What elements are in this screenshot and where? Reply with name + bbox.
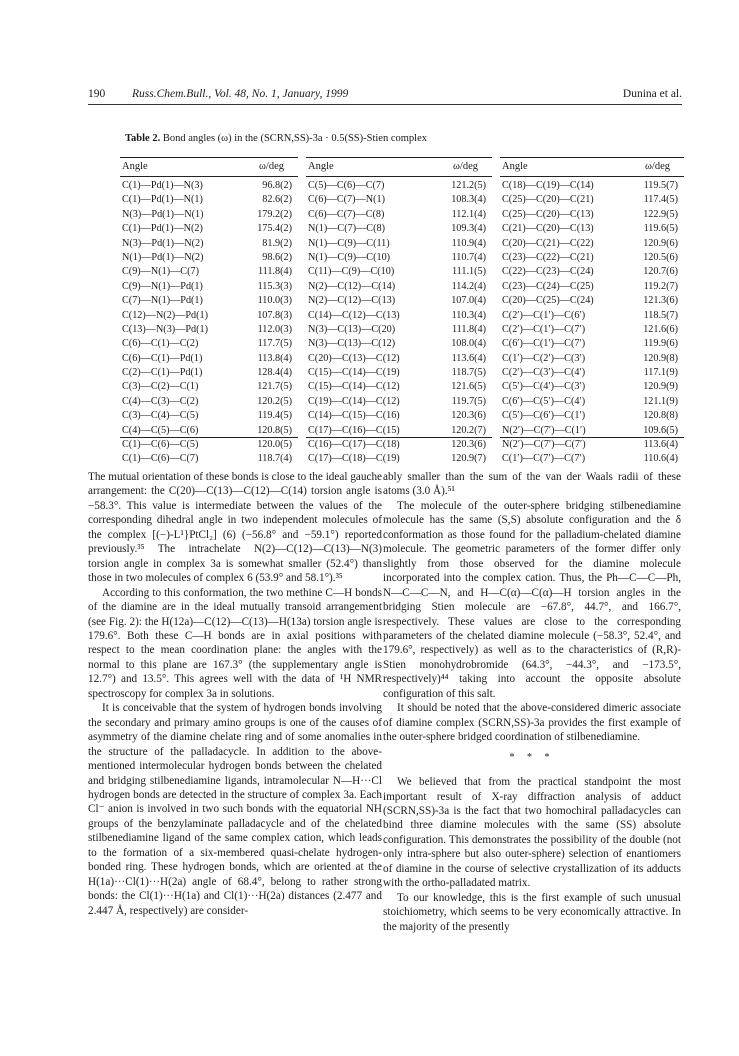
value-cell: 117.4(5)	[643, 194, 678, 206]
table-row	[500, 438, 684, 452]
angle-cell: C(14)—C(15)—C(16)	[308, 410, 400, 422]
value-cell: 110.9(4)	[451, 237, 486, 249]
table-row	[306, 193, 492, 207]
table-row	[500, 193, 684, 207]
table-row	[500, 280, 684, 294]
angle-cell: C(9)—N(1)—Pd(1)	[122, 280, 203, 292]
angle-cell: C(5′)—C(6′)—C(1′)	[502, 410, 586, 422]
table-row	[120, 366, 298, 380]
table-row	[306, 179, 492, 193]
value-cell: 121.7(5)	[257, 381, 292, 393]
value-cell: 119.7(5)	[451, 395, 486, 407]
angle-cell: C(17)—C(18)—C(19)	[308, 453, 400, 465]
table-row	[120, 265, 298, 279]
table-row	[306, 395, 492, 409]
table-block-1	[120, 157, 298, 465]
table-row	[120, 352, 298, 366]
value-cell: 110.3(4)	[451, 309, 486, 321]
angle-cell: C(14)—C(12)—C(13)	[308, 309, 400, 321]
angle-cell: C(6′)—C(1′)—C(7′)	[502, 338, 586, 350]
table-row	[306, 294, 492, 308]
value-cell: 112.0(3)	[257, 323, 292, 335]
value-cell: 98.6(2)	[262, 251, 292, 263]
angle-cell: C(6)—C(1)—Pd(1)	[122, 352, 203, 364]
angle-cell: C(12)—N(2)—Pd(1)	[122, 309, 209, 321]
angle-cell: C(17)—C(16)—C(15)	[308, 424, 400, 436]
column-header-value: ω/deg	[259, 161, 284, 172]
table-row	[120, 237, 298, 251]
value-cell: 109.3(4)	[451, 223, 486, 235]
value-cell: 107.0(4)	[451, 295, 486, 307]
angle-cell: C(15)—C(14)—C(19)	[308, 367, 400, 379]
paragraph: It is conceivable that the system of hydrogen bonds involving the secondary and primary amino groups is one of the causes of asymmetry of the diamine chelate ring and of some anomalies in the structure of the palladacycle. In addition to the above-mentioned intermolecular hydrogen bonds between the chelated and bridging stilbenediamine ligands, intramolecular N—H···Cl hydrogen bonds are detected in the structure of complex 3a. Each Cl⁻ anion is involved in two such bonds with the equatorial NH groups of the benzylaminate palladacycle and of the chelated stilbenediamine ligand of the same complex cation, which leads to the formation of a six-membered quasi-chelate hydrogen-bonded ring. These hydrogen bonds, which are oriented at the H(1a)···Cl(1)···H(2a) angle of 68.4°, belong to rather strong bonds: the Cl(1)···H(1a) and Cl(1)···H(2a) distances (2.477 and 2.447 Å, respectively) are consider-	[88, 702, 382, 917]
value-cell: 114.2(4)	[451, 280, 486, 292]
paragraph: According to this conformation, the two methine C—H bonds of the diamine are in the ideal mutually transoid arrangement (see Fig. 2): the H(12a)—C(12)—C(13)—H(13a) torsion angle is 179.6°. Both these C—H bonds are in axial positions with respect to the mean coordination plane: the angles with the normal to this plane are 167.3° (the supplementary angle is 12.7°) and 13.5°. This agrees well with the data of ¹H NMR spectroscopy for complex 3a in solutions.	[88, 586, 382, 700]
angle-cell: C(1)—Pd(1)—N(3)	[122, 180, 203, 191]
angle-cell: C(22)—C(23)—C(24)	[502, 266, 594, 278]
angle-cell: C(6)—C(7)—N(1)	[308, 194, 385, 206]
value-cell: 120.3(6)	[451, 410, 486, 422]
table-row	[500, 309, 684, 323]
table-row	[306, 237, 492, 251]
angle-cell: N(2)—C(12)—C(13)	[308, 295, 396, 307]
angle-cell: N(2′)—C(7′)—C(1′)	[502, 424, 586, 436]
text-column-left	[88, 470, 382, 1030]
angle-cell: C(3)—C(4)—C(5)	[122, 410, 199, 422]
angle-cell: C(11)—C(9)—C(10)	[308, 266, 395, 278]
value-cell: 82.6(2)	[262, 194, 292, 206]
value-cell: 128.4(4)	[257, 367, 292, 379]
value-cell: 118.5(7)	[643, 309, 678, 321]
table-row	[500, 452, 684, 466]
value-cell: 121.2(5)	[451, 180, 486, 191]
table-block-3	[500, 157, 684, 465]
value-cell: 118.7(4)	[257, 453, 292, 465]
table-row	[306, 265, 492, 279]
table-row	[500, 409, 684, 423]
value-cell: 120.2(5)	[257, 395, 292, 407]
table-row	[306, 409, 492, 423]
table-block-2	[306, 157, 492, 465]
table-caption-text: Bond angles (ω) in the (SCRN,SS)-3a · 0.5(SS)-Stien complex	[162, 133, 427, 144]
value-cell: 112.1(4)	[451, 208, 486, 220]
angle-cell: C(6)—C(1)—C(2)	[122, 338, 199, 350]
value-cell: 115.3(3)	[257, 280, 292, 292]
angle-cell: C(1)—Pd(1)—N(1)	[122, 194, 203, 206]
table-row	[120, 424, 298, 438]
table-row	[306, 280, 492, 294]
angle-cell: C(4)—C(3)—C(2)	[122, 395, 199, 407]
angle-cell: N(3)—Pd(1)—N(2)	[122, 237, 204, 249]
value-cell: 120.2(7)	[451, 424, 486, 436]
angle-cell: C(19)—C(14)—C(12)	[308, 395, 400, 407]
value-cell: 120.9(9)	[643, 381, 678, 393]
value-cell: 120.9(8)	[643, 352, 678, 364]
table-row	[306, 309, 492, 323]
value-cell: 121.6(6)	[643, 323, 678, 335]
table-row	[500, 424, 684, 438]
table-rows	[306, 179, 492, 467]
table-row	[306, 352, 492, 366]
angle-cell: C(18)—C(19)—C(14)	[502, 180, 594, 191]
angle-cell: C(25)—C(20)—C(21)	[502, 194, 594, 206]
angle-cell: N(1)—C(9)—C(10)	[308, 251, 391, 263]
angle-cell: C(1′)—C(2′)—C(3′)	[502, 352, 586, 364]
angle-cell: C(2′)—C(1′)—C(7′)	[502, 323, 586, 335]
angle-cell: N(1)—C(9)—C(11)	[308, 237, 390, 249]
table-row	[120, 452, 298, 466]
value-cell: 81.9(2)	[262, 237, 292, 249]
angle-cell: N(2′)—C(7′)—C(7′)	[502, 439, 586, 451]
angle-cell: C(3)—C(2)—C(1)	[122, 381, 199, 393]
value-cell: 117.1(9)	[643, 367, 678, 379]
angle-cell: C(1)—C(6)—C(5)	[122, 439, 199, 451]
table-row	[306, 222, 492, 236]
table-rows	[120, 179, 298, 467]
value-cell: 119.5(7)	[643, 180, 678, 191]
value-cell: 120.3(6)	[451, 439, 486, 451]
bond-angles-table	[120, 157, 684, 465]
angle-cell: C(25)—C(20)—C(13)	[502, 208, 594, 220]
value-cell: 121.6(5)	[451, 381, 486, 393]
angle-cell: C(2′)—C(3′)—C(4′)	[502, 367, 586, 379]
angle-cell: C(6)—C(7)—C(8)	[308, 208, 385, 220]
table-row	[120, 309, 298, 323]
paragraph: ably smaller than the sum of the van der Waals radii of these atoms (3.0 Å).⁵¹	[383, 471, 681, 498]
column-header-angle: Angle	[502, 161, 528, 172]
value-cell: 120.7(6)	[643, 266, 678, 278]
table-row	[120, 409, 298, 423]
paragraph: We believed that from the practical standpoint the most important result of X-ray diffraction analysis of adduct (SCRN,SS)-3a is the fact that two homochiral palladacycles can bind three diamine molecules with the same (SS) absolute configuration. This demonstrates the possibility of the double (not only intra-sphere but also outer-sphere) selection of enantiomers of diamine in the course of selective crystallization of its adducts with the ortho-palladated matrix.	[383, 776, 681, 890]
angle-cell: N(2)—C(12)—C(14)	[308, 280, 396, 292]
table-caption	[125, 132, 685, 146]
value-cell: 122.9(5)	[643, 208, 678, 220]
value-cell: 118.7(5)	[451, 367, 486, 379]
value-cell: 120.5(6)	[643, 251, 678, 263]
column-header-value: ω/deg	[645, 161, 670, 172]
angle-cell: C(5′)—C(4′)—C(3′)	[502, 381, 586, 393]
angle-cell: C(6′)—C(5′)—C(4′)	[502, 395, 586, 407]
table-row	[120, 280, 298, 294]
value-cell: 121.3(6)	[643, 295, 678, 307]
header-rule	[88, 104, 682, 105]
angle-cell: N(3)—C(13)—C(12)	[308, 338, 396, 350]
angle-cell: C(20)—C(13)—C(12)	[308, 352, 400, 364]
table-row	[500, 352, 684, 366]
table-row	[120, 294, 298, 308]
running-authors: Dunina et al.	[622, 88, 682, 100]
angle-cell: C(1′)—C(7′)—C(7′)	[502, 453, 586, 465]
table-row	[500, 323, 684, 337]
table-row	[120, 179, 298, 193]
angle-cell: C(5)—C(6)—C(7)	[308, 180, 385, 191]
angle-cell: C(7)—N(1)—Pd(1)	[122, 295, 203, 307]
value-cell: 111.8(4)	[257, 266, 292, 278]
value-cell: 119.9(6)	[643, 338, 678, 350]
table-row	[500, 179, 684, 193]
value-cell: 113.6(4)	[451, 352, 486, 364]
value-cell: 120.9(7)	[451, 453, 486, 465]
table-row	[120, 208, 298, 222]
value-cell: 175.4(2)	[257, 223, 292, 235]
section-separator: * * *	[509, 751, 555, 763]
angle-cell: C(16)—C(17)—C(18)	[308, 439, 400, 451]
angle-cell: C(1)—C(6)—C(7)	[122, 453, 199, 465]
table-row	[500, 395, 684, 409]
angle-cell: C(2)—C(1)—Pd(1)	[122, 367, 203, 379]
value-cell: 113.8(4)	[257, 352, 292, 364]
table-row	[120, 193, 298, 207]
value-cell: 110.0(3)	[257, 295, 292, 307]
table-row	[500, 380, 684, 394]
value-cell: 108.3(4)	[451, 194, 486, 206]
column-header-angle: Angle	[308, 161, 334, 172]
angle-cell: N(3)—Pd(1)—N(1)	[122, 208, 204, 220]
table-rows	[500, 179, 684, 467]
table-row	[306, 251, 492, 265]
page-number: 190	[88, 88, 106, 100]
paragraph: It should be noted that the above-considered dimeric associate of diamine complex (SCRN,SS)-3a provides the first example of the outer-sphere bridged coordination of stilbenediamine.	[383, 702, 681, 744]
value-cell: 120.9(6)	[643, 237, 678, 249]
angle-cell: N(1)—Pd(1)—N(2)	[122, 251, 204, 263]
column-header-value: ω/deg	[453, 161, 478, 172]
value-cell: 111.8(4)	[451, 323, 486, 335]
angle-cell: C(15)—C(14)—C(12)	[308, 381, 400, 393]
table-row	[306, 337, 492, 351]
value-cell: 113.6(4)	[643, 439, 678, 451]
table-row	[120, 438, 298, 452]
value-cell: 107.8(3)	[257, 309, 292, 321]
table-label: Table 2.	[125, 133, 161, 144]
angle-cell: C(2′)—C(1′)—C(6′)	[502, 309, 586, 321]
angle-cell: N(3)—C(13)—C(20)	[308, 323, 396, 335]
value-cell: 110.7(4)	[451, 251, 486, 263]
angle-cell: C(21)—C(20)—C(13)	[502, 223, 594, 235]
paragraph: To our knowledge, this is the first example of such unusual stoichiometry, which seems to be very economically attractive. In the majority of the presently	[383, 891, 681, 933]
table-row	[306, 323, 492, 337]
table-row	[120, 323, 298, 337]
table-row	[500, 208, 684, 222]
table-row	[306, 452, 492, 466]
paragraph: The molecule of the outer-sphere bridging stilbenediamine molecule has the same (S,S) absolute configuration and the δ conformation as those found for the palladium-chelated diamine molecule. The geometric parameters of the former differ only slightly from those observed for the diamine molecule incorporated into the complex cation. Thus, the Ph—C—C—Ph, N—C—C—N, and H—C(α)—C(α)—H torsion angles in the bridging Stien molecule are −67.8°, 44.7°, and 166.7°, respectively. These values are close to the corresponding parameters of the chelated diamine molecule (−58.3°, 52.4°, and 179.6°, respectively) as well as to the characteristics of (R,R)-Stien monohydrobromide (64.3°, −44.3°, and −173.5°, respectively)⁴⁴ taking into account the opposite absolute configuration of this salt.	[383, 499, 681, 700]
paragraph: The mutual orientation of these bonds is close to the ideal gauche arrangement: the C(20)—C(13)—C(12)—C(14) torsion angle is −58.3°. This value is intermediate between the values of the corresponding dihedral angle in two independent molecules of the complex [(−)-L¹}PtCl₂] (6) (−56.8° and −59.1°) reported previously.³⁵ The intrachelate N(2)—C(12)—C(13)—N(3) torsion angle in complex 3a is somewhat smaller (52.4°) than those in two molecules of complex 6 (53.9° and 58.1°).³⁵	[88, 471, 382, 585]
angle-cell: C(20)—C(21)—C(22)	[502, 237, 594, 249]
angle-cell: C(1)—Pd(1)—N(2)	[122, 223, 203, 235]
table-row	[306, 366, 492, 380]
value-cell: 111.1(5)	[451, 266, 486, 278]
angle-cell: C(4)—C(5)—C(6)	[122, 424, 199, 436]
table-row	[306, 380, 492, 394]
text-column-right	[383, 470, 681, 1030]
value-cell: 120.8(5)	[257, 424, 292, 436]
table-row	[500, 294, 684, 308]
table-row	[306, 424, 492, 438]
table-row	[120, 337, 298, 351]
value-cell: 108.0(4)	[451, 338, 486, 350]
angle-cell: C(13)—N(3)—Pd(1)	[122, 323, 209, 335]
table-row	[500, 337, 684, 351]
value-cell: 179.2(2)	[257, 208, 292, 220]
angle-cell: C(9)—N(1)—C(7)	[122, 266, 199, 278]
angle-cell: C(20)—C(25)—C(24)	[502, 295, 594, 307]
journal-citation: Russ.Chem.Bull., Vol. 48, No. 1, January, 1999	[132, 88, 349, 100]
table-row	[500, 237, 684, 251]
angle-cell: C(23)—C(22)—C(21)	[502, 251, 594, 263]
table-row	[120, 222, 298, 236]
column-header-angle: Angle	[122, 161, 148, 172]
value-cell: 117.7(5)	[257, 338, 292, 350]
value-cell: 120.8(8)	[643, 410, 678, 422]
value-cell: 109.6(5)	[643, 424, 678, 436]
value-cell: 119.6(5)	[643, 223, 678, 235]
table-row	[500, 366, 684, 380]
table-row	[500, 265, 684, 279]
angle-cell: N(1)—C(7)—C(8)	[308, 223, 385, 235]
table-row	[500, 251, 684, 265]
value-cell: 110.6(4)	[643, 453, 678, 465]
value-cell: 119.4(5)	[257, 410, 292, 422]
value-cell: 119.2(7)	[643, 280, 678, 292]
table-row	[500, 222, 684, 236]
table-row	[120, 380, 298, 394]
table-row	[306, 208, 492, 222]
running-head	[88, 86, 682, 102]
angle-cell: C(23)—C(24)—C(25)	[502, 280, 594, 292]
table-row	[120, 395, 298, 409]
value-cell: 120.0(5)	[257, 439, 292, 451]
table-row	[306, 438, 492, 452]
table-row	[120, 251, 298, 265]
value-cell: 121.1(9)	[643, 395, 678, 407]
value-cell: 96.8(2)	[262, 180, 292, 191]
